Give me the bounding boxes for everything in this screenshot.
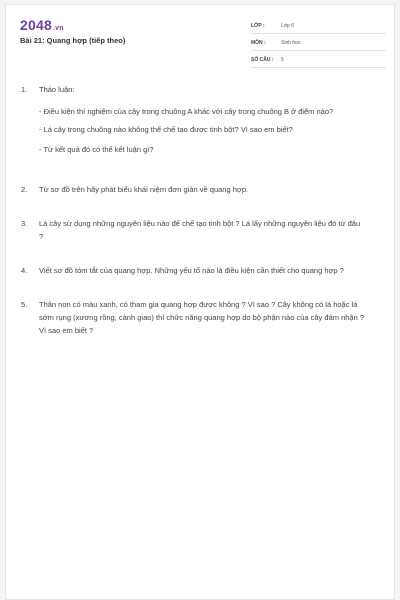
question-list bbox=[21, 83, 366, 337]
question-number: 4. bbox=[21, 266, 28, 275]
meta-label: MÔN : bbox=[251, 40, 266, 46]
question-item bbox=[21, 83, 366, 156]
lesson-title: Bài 21: Quang hợp (tiếp theo) bbox=[20, 36, 126, 45]
worksheet-page bbox=[5, 4, 395, 600]
meta-row-grade bbox=[251, 19, 386, 34]
question-item bbox=[21, 183, 366, 196]
meta-row-count bbox=[251, 53, 386, 68]
meta-value: Sinh học bbox=[281, 40, 301, 46]
question-number: 5. bbox=[21, 300, 28, 309]
question-item bbox=[21, 217, 366, 243]
meta-row-subject bbox=[251, 36, 386, 51]
question-text: Lá cây sử dụng những nguyên liệu nào để chế tạo tinh bột ? Lá lấy những nguyên liệu đó từ đâu ? bbox=[39, 219, 361, 241]
meta-value: Lớp 6 bbox=[281, 23, 295, 29]
question-text: Từ sơ đồ trên hãy phát biểu khái niệm đơn giản về quang hợp. bbox=[39, 185, 249, 194]
sub-question: - Từ kết quả đó có thể kết luận gì? bbox=[39, 145, 154, 154]
question-number: 2. bbox=[21, 185, 28, 194]
logo-suffix: .vn bbox=[52, 25, 64, 32]
question-text: Thảo luận: bbox=[39, 85, 75, 94]
question-item bbox=[21, 264, 366, 277]
question-number: 3. bbox=[21, 219, 28, 228]
sub-question: - Lá cây trong chuông nào không thể chế tạo được tinh bột? Vì sao em biết? bbox=[39, 125, 293, 134]
question-text: Thân non có màu xanh, có tham gia quang hợp được không ? Vì sao ? Cây không có lá hoặc lá sớm rụng (xương rồng, cành giao) thì chức năng quang hợp do bộ phận nào của cây đảm nhận ? Vì sao em biết ? bbox=[39, 300, 365, 335]
question-number: 1. bbox=[21, 85, 28, 94]
site-logo[interactable]: 2048.vn bbox=[20, 17, 64, 33]
question-item bbox=[21, 298, 366, 337]
sub-question: - Điều kiện thí nghiệm của cây trong chuông A khác với cây trong chuông B ở điểm nào? bbox=[39, 107, 334, 116]
question-text: Viết sơ đồ tóm tắt của quang hợp. Những yếu tố nào là điều kiện cần thiết cho quang hợp ? bbox=[39, 266, 344, 275]
meta-value: 5 bbox=[281, 57, 284, 63]
meta-label: SỐ CÂU : bbox=[251, 57, 274, 63]
meta-info bbox=[251, 19, 386, 70]
meta-label: LỚP : bbox=[251, 23, 265, 29]
